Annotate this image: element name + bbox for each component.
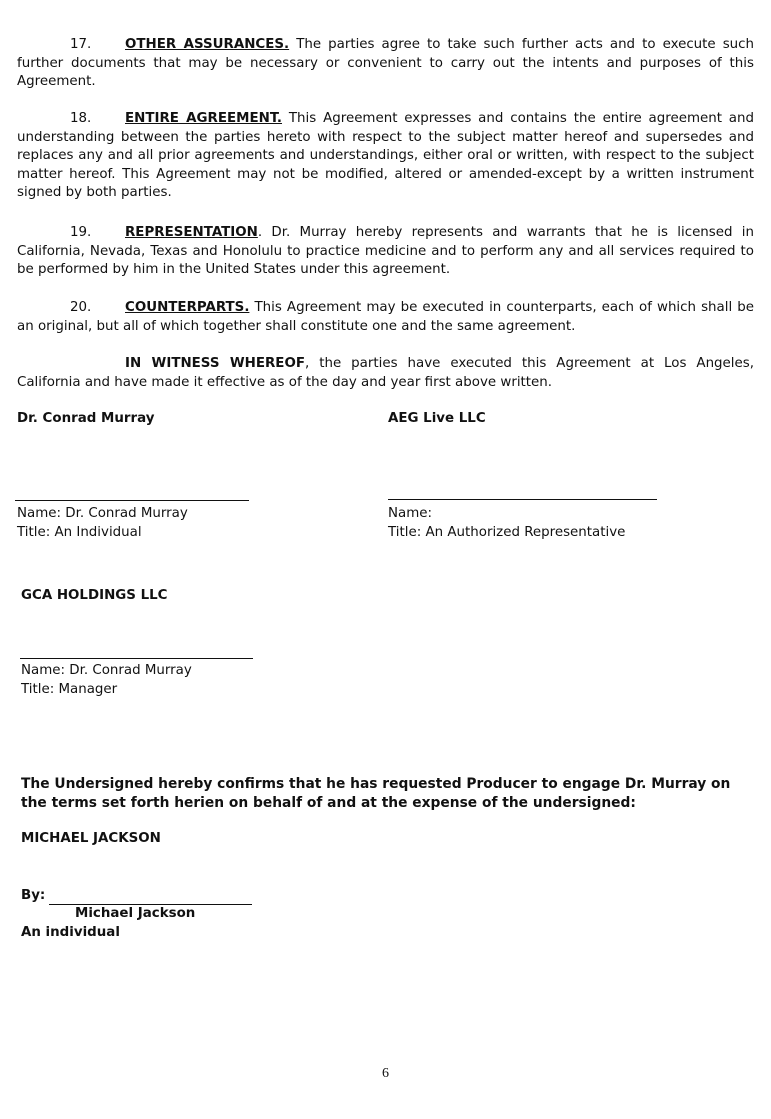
aeg-signature-line — [388, 499, 657, 500]
page-number: 6 — [382, 1066, 389, 1081]
witness-clause — [17, 355, 754, 392]
section-18-heading: ENTIRE AGREEMENT. — [125, 111, 283, 126]
section-18-text: This Agreement expresses and contains the entire agreement and understanding between the parties hereto with respect to the subject matter hereof and supersedes and replaces any and all prior agreements and understandings, either oral or written, with respect to the subject matter hereof. This Agreement may not be modified, altered or amended-except by a written instrument signed by both parties. — [17, 111, 755, 200]
witness-text: , the parties have executed this Agreement at Los Angeles, California and have made it effective as of the day and year first above written. — [17, 356, 754, 390]
aeg-party-label: AEG Live LLC — [388, 411, 486, 426]
jackson-signer-role: An individual — [21, 925, 120, 940]
murray-title-line: Title: An Individual — [17, 525, 142, 540]
section-20-number: 20. — [70, 300, 92, 315]
gca-signature-line — [20, 658, 253, 659]
section-19-text: . Dr. Murray hereby represents and warrants that he is licensed in California, Nevada, Texas and Honolulu to practice medicine and to perform any and all services required to be performed by him in the United States under this agreement. — [17, 225, 754, 277]
section-19 — [17, 224, 754, 280]
murray-party-label: Dr. Conrad Murray — [17, 411, 155, 426]
section-17 — [17, 36, 754, 92]
section-20-heading: COUNTERPARTS. — [125, 300, 250, 315]
section-18-number: 18. — [70, 111, 92, 126]
section-20 — [17, 299, 754, 336]
section-19-number: 19. — [70, 225, 92, 240]
confirmation-party: MICHAEL JACKSON — [21, 831, 161, 846]
section-20-text: This Agreement may be executed in counterparts, each of which shall be an original, but all of which together shall constitute one and the same agreement. — [17, 300, 754, 334]
murray-signature-line — [15, 500, 249, 501]
gca-title-line: Title: Manager — [21, 682, 118, 697]
section-17-number: 17. — [70, 37, 92, 52]
aeg-name-line: Name: — [388, 506, 433, 521]
witness-lead: IN WITNESS WHEREOF — [125, 356, 305, 371]
by-label: By: — [21, 888, 46, 903]
jackson-signature-line — [49, 904, 252, 905]
confirmation-text: The Undersigned hereby confirms that he has requested Producer to engage Dr. Murray on the terms set forth herien on behalf of and at the expense of the undersigned: — [21, 776, 731, 811]
gca-name-line: Name: Dr. Conrad Murray — [21, 663, 192, 678]
section-17-text: The parties agree to take such further acts and to execute such further documents that may be necessary or convenient to carry out the intents and purposes of this Agreement. — [17, 37, 755, 89]
section-18 — [17, 110, 754, 203]
section-19-heading: REPRESENTATION — [125, 225, 258, 240]
jackson-signer-name: Michael Jackson — [75, 906, 196, 921]
murray-name-line: Name: Dr. Conrad Murray — [17, 506, 188, 521]
aeg-title-line: Title: An Authorized Representative — [388, 525, 626, 540]
gca-party-label: GCA HOLDINGS LLC — [21, 588, 168, 603]
section-17-heading: OTHER ASSURANCES. — [125, 37, 290, 52]
